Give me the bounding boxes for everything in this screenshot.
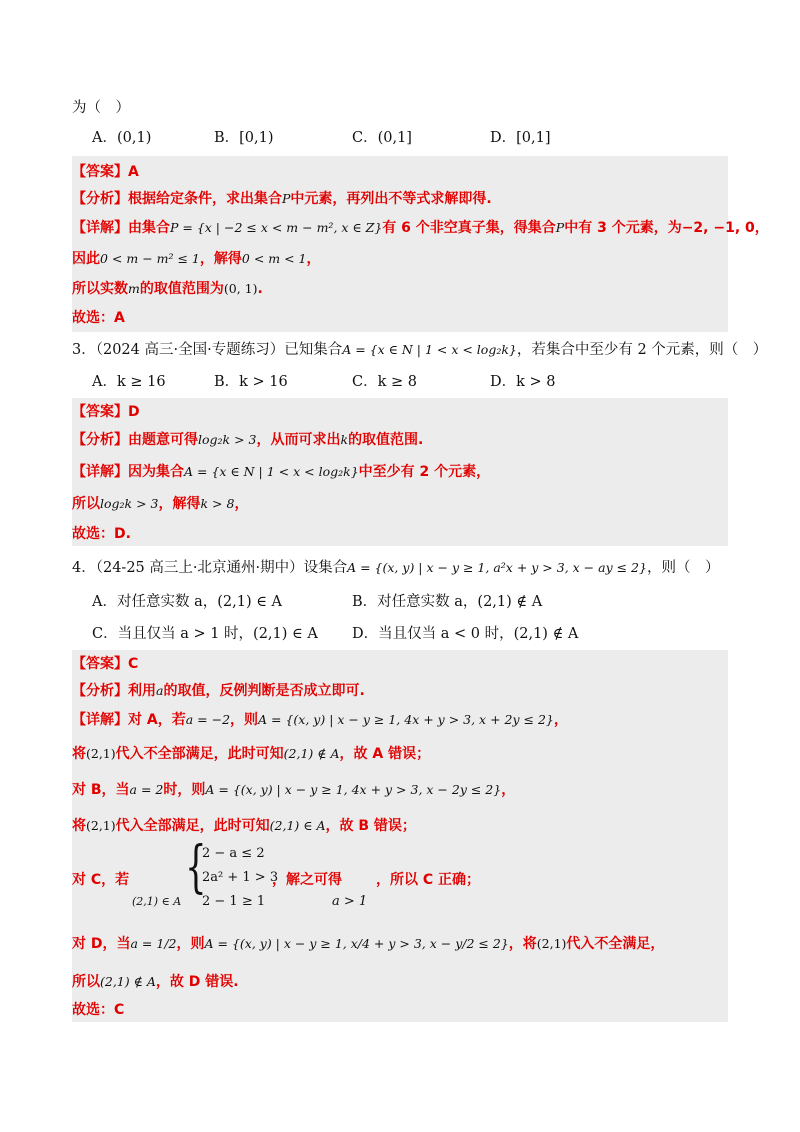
q4-d7-math: (2,1) ∉ A bbox=[100, 974, 156, 989]
q2-detail-elements: −2, −1, 0 bbox=[681, 220, 755, 236]
q2-line3-mid: 的取值范围为 bbox=[139, 281, 224, 297]
q3-detail-line1 bbox=[72, 462, 490, 482]
q3-answer-block bbox=[72, 398, 728, 546]
q4-d6-mid2: ，将 bbox=[508, 936, 537, 952]
q2-analysis-var: P bbox=[282, 191, 291, 206]
q3-line2-mid: ，解得 bbox=[158, 496, 201, 512]
q3-option-d: D．k > 8 bbox=[490, 374, 556, 390]
q4-detail-line6 bbox=[72, 934, 664, 954]
q2-detail-tail: 中有 3 个元素，为 bbox=[564, 220, 682, 236]
q2-detail-line2 bbox=[72, 249, 321, 269]
q2-choice: 故选：A bbox=[72, 310, 125, 326]
q4-d3-mid: 时，则 bbox=[163, 782, 206, 798]
q3-line2-prefix: 所以 bbox=[72, 496, 100, 512]
q4-d1-end: ， bbox=[553, 712, 568, 728]
q3-stem-prefix: 3．（2024 高三·全国·专题练习）已知集合 bbox=[72, 342, 343, 358]
q3-stem bbox=[72, 340, 767, 360]
q4-d3-end: ， bbox=[501, 782, 516, 798]
q4-d7-prefix: 所以 bbox=[72, 974, 100, 990]
q3-detail-set: A = {x ∈ N | 1 < x < log₂k} bbox=[184, 464, 359, 479]
q4-detail-line2 bbox=[72, 744, 430, 764]
q2-analysis-tail: 中元素，再列出不等式求解即得. bbox=[290, 191, 492, 207]
q4-d4-pt: (2,1) bbox=[86, 818, 116, 833]
q3-analysis-math: log₂k > 3 bbox=[198, 432, 257, 447]
q4-d2-mid: 代入不全部满足，此时可知 bbox=[115, 746, 284, 762]
q2-detail-line3 bbox=[72, 279, 263, 299]
q4-d1-mid: ，则 bbox=[230, 712, 259, 728]
q3-analysis-mid: ，从而可求出 bbox=[256, 432, 341, 448]
q4-d6-mid: ，则 bbox=[176, 936, 205, 952]
q2-stem-tail: 为（ ） bbox=[72, 100, 130, 116]
q4-d5-mid: ，解之可得 bbox=[272, 872, 342, 888]
q4-analysis-tail: 的取值，反例判断是否成立即可. bbox=[163, 683, 365, 699]
q4-d4-math: (2,1) ∈ A bbox=[269, 818, 326, 833]
q3-choice: 故选：D. bbox=[72, 526, 131, 542]
q4-d1-cond: a = −2 bbox=[185, 712, 231, 727]
q4-answer-block bbox=[72, 650, 728, 1022]
q4-d6-end: 代入不全满足， bbox=[566, 936, 665, 952]
q4-d2-end: ，故 A 错误； bbox=[339, 746, 431, 762]
q2-analysis bbox=[72, 189, 492, 209]
q3-stem-set: A = {x ∈ N | 1 < x < log₂k} bbox=[342, 342, 517, 357]
q2-line2-math2: 0 < m < 1 bbox=[241, 251, 307, 266]
q2-line3-var: m bbox=[128, 281, 140, 296]
q4-d5-prefix: 对 C，若 bbox=[72, 872, 130, 888]
q4-d5-sys-3: 2 − 1 ≥ 1 bbox=[202, 894, 266, 909]
q3-line2-math2: k > 8 bbox=[200, 496, 235, 511]
q4-option-c: C．当且仅当 a > 1 时，(2,1) ∈ A bbox=[92, 626, 318, 642]
q4-d5-end: ，所以 C 正确； bbox=[376, 872, 481, 888]
q2-line2-end: ， bbox=[306, 251, 321, 267]
q2-detail-var: P bbox=[555, 220, 565, 235]
q4-d2-pt: (2,1) bbox=[86, 746, 116, 761]
q4-d2-math: (2,1) ∉ A bbox=[283, 746, 340, 761]
q3-stem-tail: ，若集合中至少有 2 个元素，则（ ） bbox=[516, 342, 768, 358]
q2-detail-line1 bbox=[72, 218, 769, 238]
q4-detail-line3 bbox=[72, 780, 515, 800]
q2-line3-math: (0, 1) bbox=[223, 281, 258, 296]
q4-analysis-prefix: 【分析】利用 bbox=[72, 683, 156, 699]
q2-option-b: B．[0,1) bbox=[214, 130, 274, 146]
q2-analysis-text: 【分析】根据给定条件，求出集合 bbox=[72, 191, 282, 207]
q4-d5-sys-1: 2 − a ≤ 2 bbox=[202, 846, 265, 861]
q3-option-a: A．k ≥ 16 bbox=[92, 374, 166, 390]
q2-line3-prefix: 所以实数 bbox=[72, 281, 128, 297]
q3-detail-prefix: 【详解】因为集合 bbox=[72, 464, 184, 480]
q2-detail-end: ， bbox=[754, 220, 769, 236]
q3-analysis bbox=[72, 430, 423, 450]
q3-analysis-var: k bbox=[340, 432, 349, 447]
q4-d3-set: A = {(x, y) | x − y ≥ 1, 4x + y > 3, x − 2y ≤ 2} bbox=[205, 782, 502, 797]
q4-answer: 【答案】C bbox=[72, 656, 139, 672]
q2-option-d: D．[0,1] bbox=[490, 130, 551, 146]
q4-d3-cond: a = 2 bbox=[129, 782, 164, 797]
q4-stem-tail: ，则（ ） bbox=[646, 560, 720, 576]
q3-analysis-prefix: 【分析】由题意可得 bbox=[72, 432, 198, 448]
q4-detail-line1 bbox=[72, 710, 568, 730]
q3-line2-math1: log₂k > 3 bbox=[100, 496, 159, 511]
q3-analysis-tail: 的取值范围. bbox=[348, 432, 424, 448]
q4-d1-prefix: 【详解】对 A，若 bbox=[72, 712, 186, 728]
q3-detail-tail: 中至少有 2 个元素， bbox=[358, 464, 491, 480]
q2-line2-math1: 0 < m − m² ≤ 1 bbox=[100, 251, 200, 266]
q4-d7-end: ，故 D 错误. bbox=[155, 974, 239, 990]
q3-option-b: B．k > 16 bbox=[214, 374, 288, 390]
q3-answer: 【答案】D bbox=[72, 404, 140, 420]
q4-stem-set: A = {(x, y) | x − y ≥ 1, a²x + y > 3, x − ay ≤ 2} bbox=[347, 560, 647, 575]
q4-d4-end: ，故 B 错误； bbox=[325, 818, 416, 834]
q4-d6-pt: (2,1) bbox=[536, 936, 567, 951]
q4-option-d: D．当且仅当 a < 0 时，(2,1) ∉ A bbox=[352, 626, 579, 642]
q4-stem bbox=[72, 558, 719, 578]
q4-d5-res: a > 1 bbox=[332, 894, 368, 909]
q4-stem-prefix: 4．（24-25 高三上·北京通州·期中）设集合 bbox=[72, 560, 348, 576]
q2-detail-mid: 有 6 个非空真子集，得集合 bbox=[382, 220, 556, 236]
q2-option-c: C．(0,1] bbox=[352, 130, 412, 146]
q3-option-c: C．k ≥ 8 bbox=[352, 374, 417, 390]
q4-d6-prefix: 对 D，当 bbox=[72, 936, 131, 952]
q2-detail-set: P = {x | −2 ≤ x < m − m², x ∈ Z} bbox=[170, 220, 383, 235]
q4-analysis-var: a bbox=[156, 683, 164, 698]
q4-d5-cond: (2,1) ∈ A bbox=[132, 895, 182, 908]
q2-answer-block bbox=[72, 156, 769, 332]
q4-d5-sys-2: 2a² + 1 > 3 bbox=[202, 870, 279, 885]
q4-option-b: B．对任意实数 a，(2,1) ∉ A bbox=[352, 594, 543, 610]
q4-d1-set: A = {(x, y) | x − y ≥ 1, 4x + y > 3, x + 2y ≤ 2} bbox=[258, 712, 554, 727]
q3-detail-line2 bbox=[72, 494, 248, 514]
q4-d5-brace: { bbox=[185, 835, 207, 900]
q4-analysis bbox=[72, 681, 365, 701]
q4-d4-prefix: 将 bbox=[72, 818, 86, 834]
q2-answer: 【答案】A bbox=[72, 164, 139, 180]
q4-detail-line4 bbox=[72, 816, 416, 836]
q2-line3-end: . bbox=[257, 281, 263, 297]
q4-d2-prefix: 将 bbox=[72, 746, 86, 762]
q3-line2-end: ， bbox=[234, 496, 249, 512]
q4-d6-cond: a = 1/2 bbox=[130, 936, 177, 951]
q2-line2-prefix: 因此 bbox=[72, 251, 100, 267]
q4-choice: 故选：C bbox=[72, 1002, 125, 1018]
q4-d6-set: A = {(x, y) | x − y ≥ 1, x/4 + y > 3, x − y/2 ≤ 2} bbox=[204, 936, 509, 951]
q4-d3-prefix: 对 B，当 bbox=[72, 782, 130, 798]
q4-option-a: A．对任意实数 a，(2,1) ∈ A bbox=[92, 594, 283, 610]
q2-detail-prefix: 【详解】由集合 bbox=[72, 220, 170, 236]
q2-line2-mid: ，解得 bbox=[199, 251, 242, 267]
q4-d4-mid: 代入全部满足，此时可知 bbox=[115, 818, 270, 834]
q4-detail-line7 bbox=[72, 972, 239, 992]
q2-option-a: A．(0,1) bbox=[92, 130, 152, 146]
